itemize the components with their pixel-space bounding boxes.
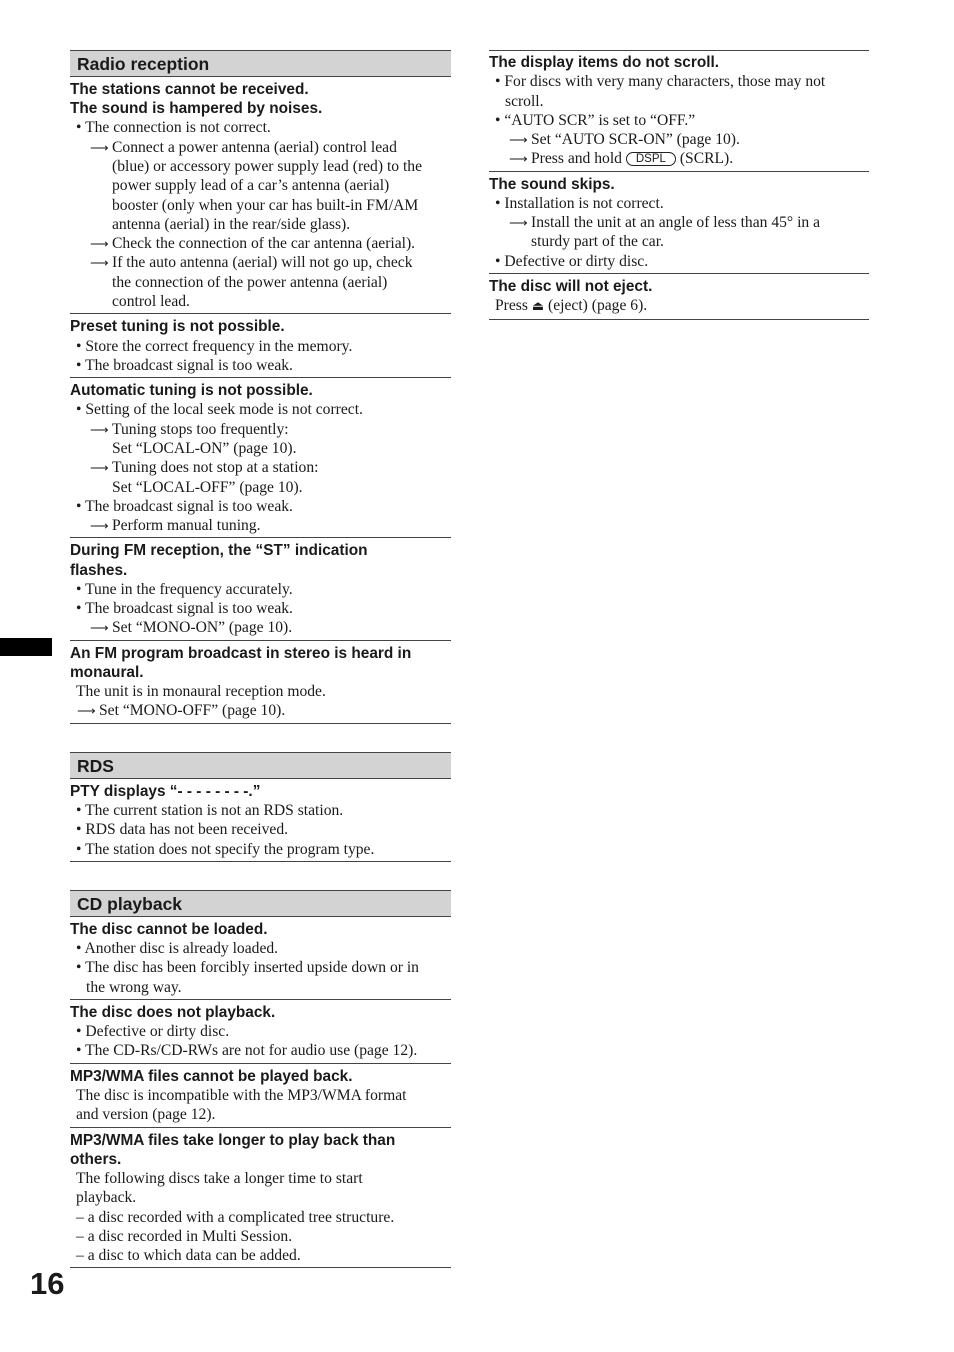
bullet-item: • Defective or dirty disc. bbox=[76, 1023, 230, 1041]
entry-mp3-longer bbox=[70, 1131, 451, 1269]
continuation-line: power supply lead of a car’s antenna (aerial) bbox=[112, 177, 390, 195]
bullet-item: • Defective or dirty disc. bbox=[495, 252, 649, 270]
continuation-line: the connection of the power antenna (aerial) bbox=[112, 273, 388, 291]
entry-pty-display bbox=[70, 782, 451, 862]
entry-title: flashes. bbox=[70, 561, 128, 579]
entry-preset-tuning bbox=[70, 317, 451, 378]
entry-title: MP3/WMA files cannot be played back. bbox=[70, 1067, 353, 1085]
right-column bbox=[489, 50, 869, 323]
arrow-item: ⟶ If the auto antenna (aerial) will not go up, check bbox=[90, 254, 413, 272]
entry-title: The display items do not scroll. bbox=[489, 54, 720, 71]
bullet-item: • Installation is not correct. bbox=[495, 194, 664, 212]
arrow-icon: ⟶ bbox=[90, 460, 109, 476]
entry-sound-skips bbox=[489, 175, 869, 274]
entry-title: Preset tuning is not possible. bbox=[70, 318, 285, 336]
entry-title: The disc cannot be loaded. bbox=[70, 920, 268, 938]
bullet-item: • RDS data has not been received. bbox=[76, 821, 289, 839]
bullet-item: • Store the correct frequency in the memory. bbox=[76, 337, 353, 355]
section-heading-rds: RDS bbox=[70, 752, 451, 779]
arrow-icon: ⟶ bbox=[90, 255, 109, 271]
continuation-line: (blue) or accessory power supply lead (red) to the bbox=[112, 158, 423, 175]
body-text: The disc is incompatible with the MP3/WMA format bbox=[76, 1086, 407, 1104]
arrow-item: ⟶ Install the unit at an angle of less than 45° in a bbox=[509, 214, 821, 232]
section-heading-cd: CD playback bbox=[70, 890, 451, 917]
arrow-icon: ⟶ bbox=[509, 215, 528, 231]
entry-title: The disc does not playback. bbox=[70, 1003, 276, 1021]
entry-title: The sound is hampered by noises. bbox=[70, 100, 323, 118]
continuation-line: booster (only when your car has built-in FM/AM bbox=[112, 196, 419, 214]
entry-st-flashes bbox=[70, 541, 451, 640]
arrow-item: ⟶ Set “MONO-OFF” (page 10). bbox=[77, 702, 286, 720]
arrow-icon: ⟶ bbox=[90, 620, 109, 636]
section-tab-marker bbox=[0, 638, 52, 656]
body-text: Press ⏏ (eject) (page 6). bbox=[495, 297, 648, 315]
continuation-line: the wrong way. bbox=[86, 978, 182, 996]
entry-monaural bbox=[70, 644, 451, 724]
dash-item: – a disc recorded with a complicated tree structure. bbox=[76, 1208, 395, 1226]
bullet-item: • Another disc is already loaded. bbox=[76, 940, 279, 958]
arrow-item: ⟶ Check the connection of the car antenna (aerial). bbox=[90, 235, 416, 253]
arrow-icon: ⟶ bbox=[90, 421, 109, 437]
continuation-line: scroll. bbox=[505, 92, 544, 110]
arrow-item: ⟶ Connect a power antenna (aerial) control lead bbox=[90, 138, 397, 156]
arrow-item: ⟶ Set “AUTO SCR-ON” (page 10). bbox=[509, 131, 740, 149]
page-number: 16 bbox=[30, 1266, 65, 1301]
continuation-line: sturdy part of the car. bbox=[531, 233, 664, 251]
arrow-icon: ⟶ bbox=[509, 151, 528, 167]
continuation-line: Set “LOCAL-ON” (page 10). bbox=[112, 439, 297, 457]
section-heading-radio: Radio reception bbox=[70, 50, 451, 77]
entry-title: The stations cannot be received. bbox=[70, 81, 309, 98]
bullet-item: • The broadcast signal is too weak. bbox=[76, 600, 293, 618]
arrow-item: ⟶ Perform manual tuning. bbox=[90, 517, 261, 535]
arrow-icon: ⟶ bbox=[77, 703, 96, 719]
entry-mp3-cannot-play bbox=[70, 1067, 451, 1128]
entry-title: The sound skips. bbox=[489, 175, 615, 193]
arrow-icon: ⟶ bbox=[90, 518, 109, 534]
section-gap bbox=[70, 865, 451, 890]
entry-disc-no-playback bbox=[70, 1003, 451, 1064]
continuation-line: control lead. bbox=[112, 293, 190, 311]
dash-item: – a disc to which data can be added. bbox=[76, 1247, 301, 1265]
entry-title: others. bbox=[70, 1150, 122, 1168]
bullet-item: • “AUTO SCR” is set to “OFF.” bbox=[495, 111, 696, 129]
bullet-item: • Setting of the local seek mode is not correct. bbox=[76, 401, 363, 419]
entry-title: PTY displays “- - - - - - - -.” bbox=[70, 782, 261, 800]
bullet-item: • The broadcast signal is too weak. bbox=[76, 356, 293, 374]
arrow-icon: ⟶ bbox=[90, 139, 109, 155]
arrow-icon: ⟶ bbox=[90, 236, 109, 252]
bullet-item: • For discs with very many characters, those may not bbox=[495, 73, 826, 91]
bullet-item: • The station does not specify the program type. bbox=[76, 840, 375, 858]
arrow-item: ⟶ Tuning stops too frequently: bbox=[90, 420, 289, 438]
entry-title: An FM program broadcast in stereo is heard in bbox=[70, 644, 412, 662]
continuation-line: Set “LOCAL-OFF” (page 10). bbox=[112, 478, 303, 496]
entry-disc-cannot-load bbox=[70, 920, 451, 1000]
entry-title: monaural. bbox=[70, 663, 144, 681]
body-text: playback. bbox=[76, 1189, 137, 1207]
entry-title: Automatic tuning is not possible. bbox=[70, 382, 313, 400]
entry-automatic-tuning bbox=[70, 381, 451, 538]
dash-item: – a disc recorded in Multi Session. bbox=[76, 1227, 293, 1245]
dspl-button-label: DSPL bbox=[626, 152, 676, 166]
body-text: and version (page 12). bbox=[76, 1106, 216, 1124]
entry-title: During FM reception, the “ST” indication bbox=[70, 542, 368, 560]
arrow-icon: ⟶ bbox=[509, 132, 528, 148]
section-gap bbox=[70, 727, 451, 752]
bullet-item: • The connection is not correct. bbox=[76, 119, 271, 137]
entry-disc-will-not-eject bbox=[489, 277, 869, 320]
arrow-item: ⟶ Set “MONO-ON” (page 10). bbox=[90, 619, 293, 637]
body-text: The unit is in monaural reception mode. bbox=[76, 683, 326, 701]
bullet-item: • The current station is not an RDS station. bbox=[76, 801, 344, 819]
bullet-item: • The broadcast signal is too weak. bbox=[76, 497, 293, 515]
entry-title: MP3/WMA files take longer to play back than bbox=[70, 1131, 396, 1149]
entry-title: The disc will not eject. bbox=[489, 278, 653, 296]
bullet-item: • The CD-Rs/CD-RWs are not for audio use (page 12). bbox=[76, 1042, 418, 1060]
entry-no-scroll bbox=[489, 50, 869, 172]
eject-icon: ⏏ bbox=[531, 299, 545, 315]
arrow-item: ⟶ Tuning does not stop at a station: bbox=[90, 459, 319, 477]
continuation-line: antenna (aerial) in the rear/side glass). bbox=[112, 215, 351, 233]
arrow-item: ⟶ Press and hold DSPL (SCRL). bbox=[509, 150, 734, 168]
body-text: The following discs take a longer time to start bbox=[76, 1169, 363, 1187]
bullet-item: • The disc has been forcibly inserted upside down or in bbox=[76, 959, 419, 977]
bullet-item: • Tune in the frequency accurately. bbox=[76, 580, 293, 598]
entry-stations-not-received bbox=[70, 80, 451, 314]
left-column bbox=[70, 50, 451, 1271]
